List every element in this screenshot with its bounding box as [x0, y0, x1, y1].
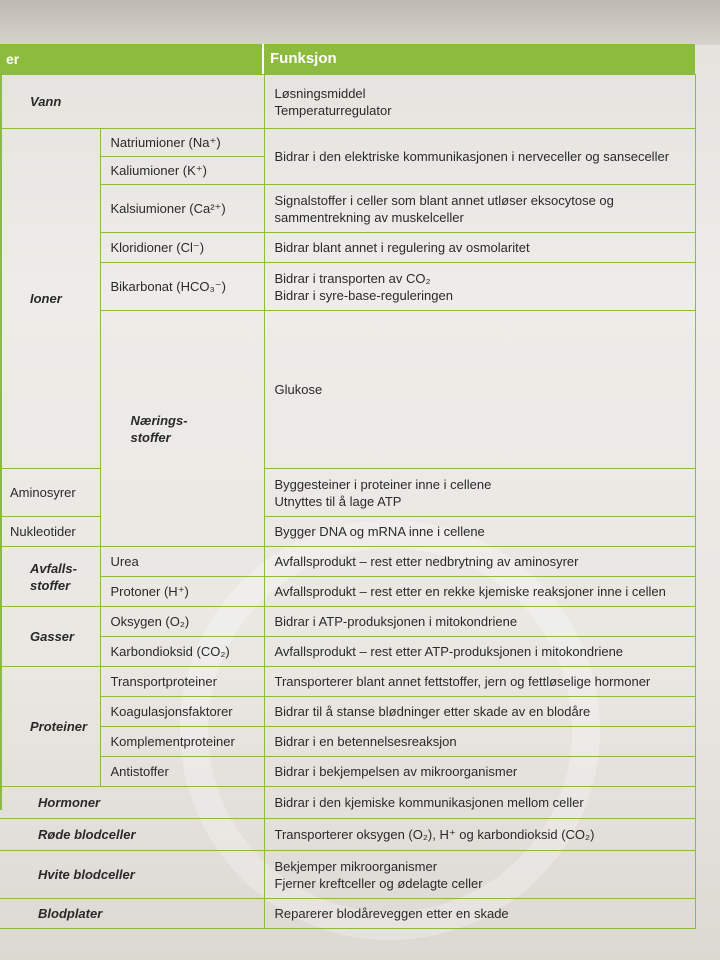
function-cell: Bidrar i bekjempelsen av mikroorganismer — [264, 757, 695, 787]
header-col1: er — [6, 51, 20, 67]
category-line: Nærings- — [130, 412, 188, 428]
function-line: Signalstoffer i celler som blant annet utløser eksocytose og — [274, 192, 614, 208]
function-line: Bidrar i transporten av CO₂ — [274, 270, 431, 286]
subitem-cell: Karbondioksid (CO₂) — [100, 637, 264, 667]
table-row — [0, 547, 695, 577]
subitem-cell: Aminosyrer — [0, 469, 100, 517]
table-row — [0, 263, 695, 311]
table-row — [0, 667, 695, 697]
subitem-cell: Urea — [100, 547, 264, 577]
table-row — [0, 607, 695, 637]
table-row — [0, 787, 695, 819]
category-cell: Røde blodceller — [0, 819, 264, 851]
category-cell: Gasser — [0, 607, 100, 667]
table-row — [0, 185, 695, 233]
subitem-cell: Koagulasjonsfaktorer — [100, 697, 264, 727]
function-cell — [264, 851, 695, 899]
function-line: Fjerner kreftceller og ødelagte celler — [274, 875, 483, 891]
function-cell: Bidrar blant annet i regulering av osmolaritet — [264, 233, 695, 263]
table-row — [0, 727, 695, 757]
category-cell — [100, 311, 264, 547]
blood-components-table — [0, 74, 696, 929]
function-cell: Bidrar i den kjemiske kommunikasjonen mellom celler — [264, 787, 695, 819]
category-line: stoffer — [130, 429, 171, 445]
subitem-cell: Bikarbonat (HCO₃⁻) — [100, 263, 264, 311]
subitem-cell: Glukose — [264, 311, 695, 469]
function-cell: Avfallsprodukt – rest etter en rekke kjemiske reaksjoner inne i cellen — [264, 577, 695, 607]
function-cell — [264, 469, 695, 517]
table-row — [0, 819, 695, 851]
subitem-cell: Oksygen (O₂) — [100, 607, 264, 637]
function-cell: Transporterer blant annet fettstoffer, jern og fettløselige hormoner — [264, 667, 695, 697]
header-divider — [262, 44, 264, 74]
function-cell — [264, 75, 695, 129]
function-cell: Bidrar i en betennelsesreaksjon — [264, 727, 695, 757]
function-cell: Bygger DNA og mRNA inne i cellene — [264, 517, 695, 547]
table-row — [0, 129, 695, 157]
function-cell — [264, 263, 695, 311]
table-row — [0, 899, 695, 929]
table-row — [0, 757, 695, 787]
function-cell: Bidrar i ATP-produksjonen i mitokondriene — [264, 607, 695, 637]
table-header — [0, 44, 695, 74]
function-line: Bekjemper mikroorganismer — [274, 858, 438, 874]
category-cell: Hormoner — [0, 787, 264, 819]
subitem-cell: Komplementproteiner — [100, 727, 264, 757]
subitem-cell: Kaliumioner (K⁺) — [100, 157, 264, 185]
category-cell: Blodplater — [0, 899, 264, 929]
subitem-cell: Protoner (H⁺) — [100, 577, 264, 607]
function-line: Løsningsmiddel — [274, 85, 366, 101]
page-top-shadow — [0, 0, 720, 45]
function-line: Bidrar i syre-base-reguleringen — [274, 287, 453, 303]
function-line: Byggesteiner i proteiner inne i cellene — [274, 476, 492, 492]
table-row — [0, 851, 695, 899]
subitem-cell: Kloridioner (Cl⁻) — [100, 233, 264, 263]
subitem-cell: Nukleotider — [0, 517, 100, 547]
subitem-cell: Natriumioner (Na⁺) — [100, 129, 264, 157]
category-cell: Ioner — [0, 129, 100, 469]
table-row — [0, 697, 695, 727]
function-line: Utnyttes til å lage ATP — [274, 493, 402, 509]
table-row — [0, 637, 695, 667]
function-cell: Avfallsprodukt – rest etter ATP-produksjonen i mitokondriene — [264, 637, 695, 667]
table-row — [0, 577, 695, 607]
function-line: sammentrekning av muskelceller — [274, 209, 464, 225]
category-cell: Proteiner — [0, 667, 100, 787]
function-cell: Transporterer oksygen (O₂), H⁺ og karbondioksid (CO₂) — [264, 819, 695, 851]
header-funksjon: Funksjon — [270, 50, 337, 67]
function-cell: Bidrar i den elektriske kommunikasjonen i nerveceller og sanseceller — [264, 129, 695, 185]
function-cell: Bidrar til å stanse blødninger etter skade av en blodåre — [264, 697, 695, 727]
category-line: stoffer — [30, 577, 71, 593]
category-cell: Vann — [0, 75, 264, 129]
table-row — [0, 233, 695, 263]
category-line: Avfalls- — [30, 560, 77, 576]
subitem-cell: Transportproteiner — [100, 667, 264, 697]
category-cell — [0, 547, 100, 607]
subitem-cell: Kalsiumioner (Ca²⁺) — [100, 185, 264, 233]
table-row — [0, 311, 695, 469]
subitem-cell: Antistoffer — [100, 757, 264, 787]
table-row — [0, 75, 695, 129]
category-cell: Hvite blodceller — [0, 851, 264, 899]
function-line: Temperaturregulator — [274, 102, 392, 118]
function-cell — [264, 185, 695, 233]
function-cell: Reparerer blodåreveggen etter en skade — [264, 899, 695, 929]
function-cell: Avfallsprodukt – rest etter nedbrytning av aminosyrer — [264, 547, 695, 577]
